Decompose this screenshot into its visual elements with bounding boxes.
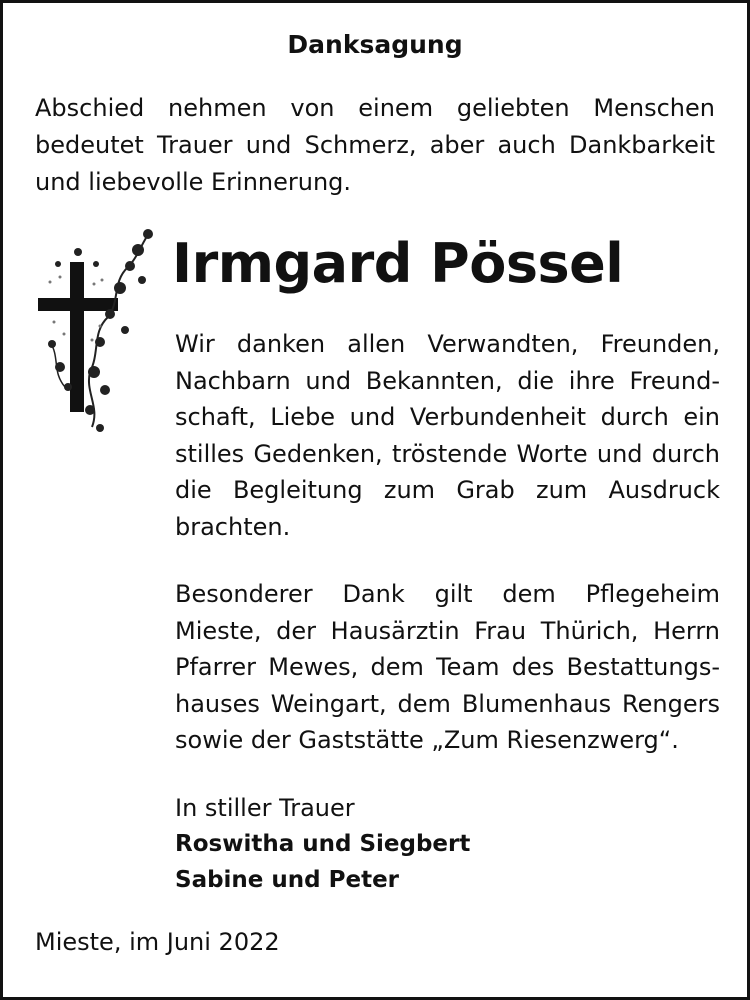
- intro-text: Abschied nehmen von einem geliebten Menschen bedeutet Trauer und Schmerz, aber auch Dankbarkeit und liebevolle Erinnerung.: [35, 94, 715, 196]
- special-thanks-paragraph: Besonderer Dank gilt dem Pflegeheim Mieste, der Hausärztin Frau Thürich, Herrn Pfarrer Mewes, dem Team des Bestattungshauses Weingart, dem Blumenhaus Rengers sowie der Gaststätte „Zum Riesenzwerg“.: [175, 580, 720, 754]
- notice-heading: Danksagung: [287, 30, 463, 59]
- thanks-paragraph: Wir danken allen Verwandten, Freunden, Nachbarn und Bekannten, die ihre Freundschaft, Liebe und Verbundenheit durch ein stilles Gedenken, tröstende Worte und durch die Begleitung zum Grab zum Ausdruck brachten.: [175, 330, 720, 541]
- mourner-line-2: Sabine und Peter: [175, 867, 400, 893]
- mourning-intro: In stiller Trauer: [175, 794, 355, 822]
- place-date: Mieste, im Juni 2022: [35, 928, 280, 956]
- mourners-block: [175, 790, 715, 898]
- mourner-line-1: Roswitha und Siegbert: [175, 831, 471, 857]
- cross-with-ivy-icon: [30, 222, 170, 452]
- deceased-name: Irmgard Pössel: [172, 232, 624, 295]
